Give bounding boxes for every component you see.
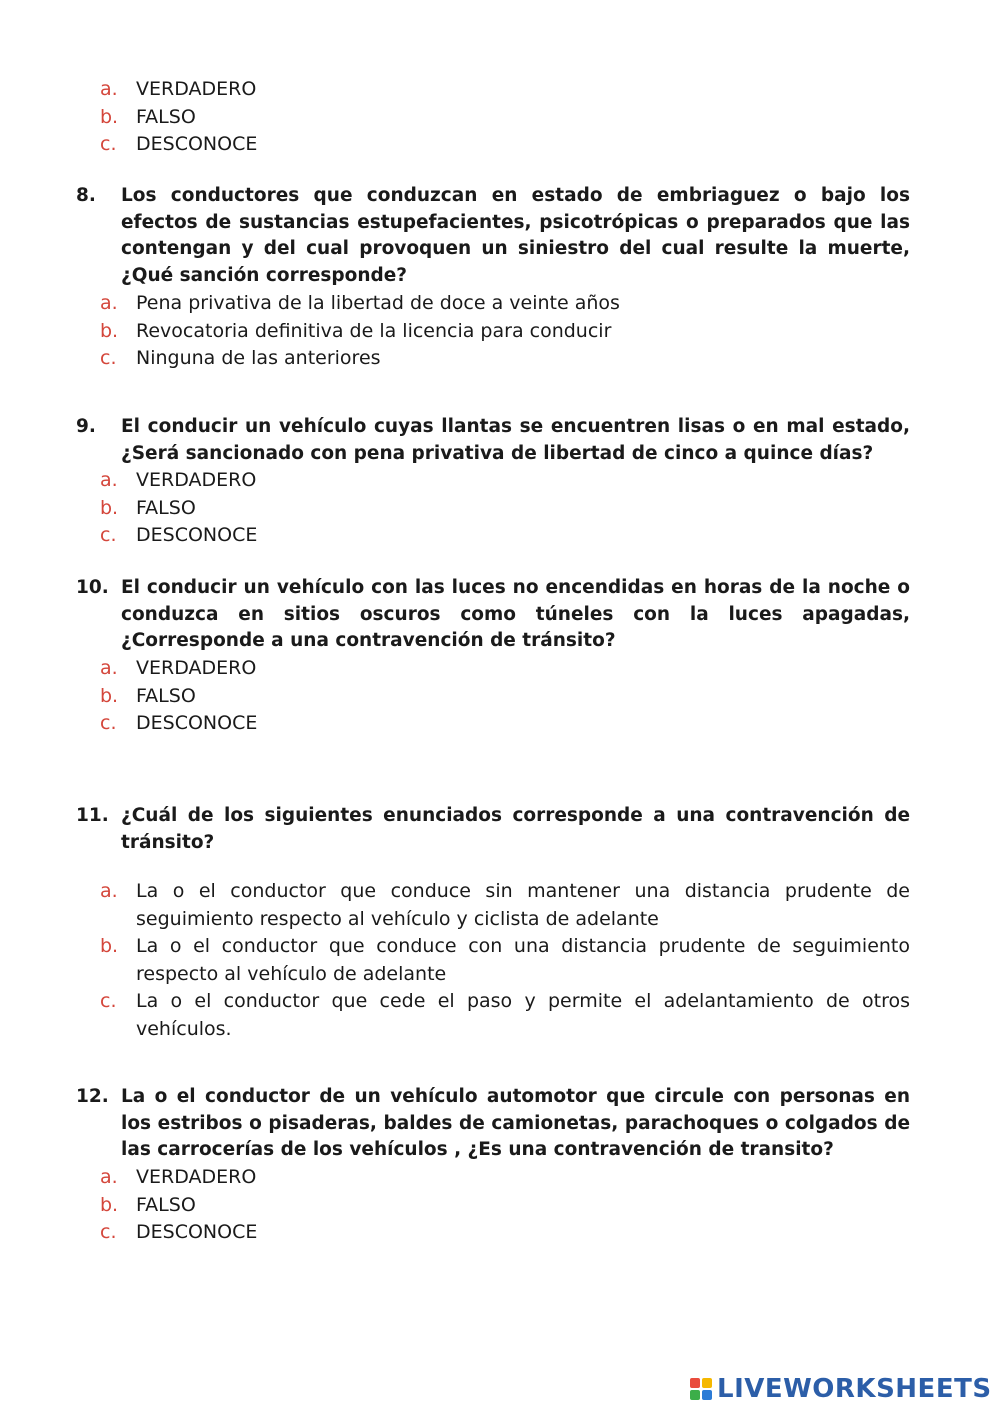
option-letter: b. [100,496,119,519]
logo-square-icon [690,1378,700,1388]
option-letter: c. [100,712,117,734]
option-text: FALSO [136,684,196,707]
option-text: FALSO [136,496,196,519]
option[interactable] [100,76,910,104]
option[interactable] [100,495,910,523]
option-text: VERDADERO [136,78,257,100]
option[interactable] [100,467,910,495]
question-number: 12. [76,1086,109,1107]
question-number: 9. [76,416,96,437]
question-number: 11. [76,805,109,826]
question-number: 8. [76,185,96,206]
logo-square-icon [690,1390,700,1400]
option-letter: c. [100,524,117,546]
option-text: VERDADERO [136,657,257,679]
option-letter: b. [100,105,119,128]
logo-square-icon [702,1378,712,1388]
option-text: DESCONOCE [136,524,258,546]
option-text: Revocatoria definitiva de la licencia para conducir [136,319,612,342]
question-number: 10. [76,577,109,598]
question-11 [76,803,910,856]
option-letter: a. [100,1166,118,1188]
option[interactable] [100,104,910,132]
option[interactable] [100,683,910,711]
option[interactable] [100,318,910,346]
option-letter: a. [100,78,118,100]
question-9 [76,414,910,467]
option-text: DESCONOCE [136,1221,258,1243]
option[interactable] [100,1192,910,1220]
question-8 [76,183,910,289]
option-letter: b. [100,684,119,707]
option-letter: b. [100,1193,119,1216]
option[interactable] [100,878,910,933]
option-letter: a. [100,880,118,902]
prev-question-options [100,76,910,159]
option-letter: b. [100,935,119,957]
option[interactable] [100,710,910,738]
question-12 [76,1084,910,1164]
option-letter: a. [100,292,118,314]
question-9-options [100,467,910,550]
option-text: DESCONOCE [136,133,258,155]
logo-square-icon [702,1390,712,1400]
option-letter: b. [100,319,119,342]
question-10-options [100,655,910,738]
option[interactable] [100,1219,910,1247]
question-12-options [100,1164,910,1247]
liveworksheets-logo[interactable] [690,1372,992,1406]
option[interactable] [100,131,910,159]
question-text: El conducir un vehículo cuyas llantas se encuentren lisas o en mal estado, ¿Será sancionado con pena privativa de libertad de cinco a quince días? [121,416,910,464]
question-text: Los conductores que conduzcan en estado de embriaguez o bajo los efectos de sustancias estupefacientes, psicotrópicas o preparados que las contengan y del cual provoquen un siniestro del cual resulte la muerte, ¿Qué sanción corresponde? [121,185,910,286]
option-text: Pena privativa de la libertad de doce a veinte años [136,292,620,314]
option[interactable] [100,345,910,373]
option-letter: c. [100,133,117,155]
question-text: El conducir un vehículo con las luces no encendidas en horas de la noche o conduzca en sitios oscuros como túneles con la luces apagadas, ¿Corresponde a una contravención de tránsito? [121,577,910,651]
option-text: La o el conductor que cede el paso y permite el adelantamiento de otros vehículos. [136,990,910,1040]
option[interactable] [100,1164,910,1192]
option-letter: a. [100,469,118,491]
question-8-options [100,290,910,373]
option-letter: c. [100,990,117,1012]
option[interactable] [100,522,910,550]
question-10 [76,575,910,655]
option[interactable] [100,933,910,988]
option-text: FALSO [136,1193,196,1216]
option-text: Ninguna de las anteriores [136,347,381,369]
option-letter: c. [100,1221,117,1243]
logo-text: LIVEWORKSHEETS [717,1374,992,1404]
option-text: FALSO [136,105,196,128]
question-text: ¿Cuál de los siguientes enunciados corresponde a una contravención de tránsito? [121,805,910,853]
option-letter: c. [100,347,117,369]
option[interactable] [100,988,910,1043]
question-11-options [100,878,910,1043]
option-letter: a. [100,657,118,679]
option-text: DESCONOCE [136,712,258,734]
option[interactable] [100,290,910,318]
logo-mark-icon [690,1378,712,1400]
option-text: VERDADERO [136,469,257,491]
option-text: La o el conductor que conduce con una distancia prudente de seguimiento respecto al vehículo de adelante [136,935,910,985]
option[interactable] [100,655,910,683]
option-text: La o el conductor que conduce sin mantener una distancia prudente de seguimiento respecto al vehículo y ciclista de adelante [136,880,910,930]
question-text: La o el conductor de un vehículo automotor que circule con personas en los estribos o pisaderas, baldes de camionetas, parachoques o colgados de las carrocerías de los vehículos , ¿Es una contravención de transito? [121,1086,910,1160]
option-text: VERDADERO [136,1166,257,1188]
